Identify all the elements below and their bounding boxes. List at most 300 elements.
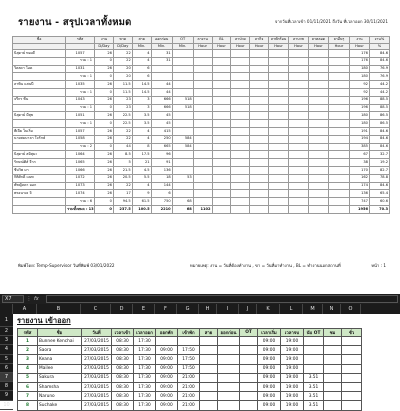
attendance-col-header[interactable]: ชื่อ: [38, 329, 82, 337]
report-cell: [172, 50, 193, 58]
report-cell: [172, 112, 193, 120]
sheet-cell[interactable]: 09:00: [156, 364, 178, 373]
sheet-cell[interactable]: [240, 346, 258, 355]
report-cell: [308, 159, 328, 167]
report-cell: [269, 88, 289, 96]
employee-row: [13, 190, 390, 198]
employee-row: [13, 174, 390, 182]
select-all-corner[interactable]: [0, 304, 13, 314]
sheet-cell[interactable]: 7: [18, 392, 38, 401]
report-cell: 91: [151, 159, 172, 167]
column-header[interactable]: A: [13, 304, 37, 314]
report-cell: 84.6: [369, 182, 389, 190]
report-cell: [151, 73, 172, 81]
sheet-cell[interactable]: [200, 401, 218, 410]
subtotal-row: [13, 73, 390, 81]
report-cell: [269, 190, 289, 198]
sheet-cell[interactable]: Bunnee Kenchai: [38, 337, 82, 346]
sheet-cell[interactable]: [324, 392, 342, 401]
report-cell: [289, 81, 309, 89]
report-cell: 191: [350, 127, 370, 135]
sheet-cell[interactable]: [240, 364, 258, 373]
sheet-cell[interactable]: [304, 364, 324, 373]
row-header[interactable]: 9: [0, 391, 13, 400]
sheet-cell[interactable]: [342, 346, 362, 355]
report-cell: 82.7: [369, 166, 389, 174]
report-cell: [269, 127, 289, 135]
report-cell: [193, 65, 212, 73]
sheet-cell[interactable]: [240, 337, 258, 346]
sheet-cell[interactable]: 09:00: [258, 373, 281, 382]
sheet-title[interactable]: รายงาน เข้าออก: [17, 316, 71, 325]
report-cell: [289, 135, 309, 143]
report-cell: [308, 151, 328, 159]
sheet-cell[interactable]: 19:00: [281, 373, 304, 382]
sheet-cell[interactable]: Suchake: [38, 401, 82, 410]
sheet-cell[interactable]: 09:00: [258, 355, 281, 364]
sheet-cell[interactable]: Shamsha: [38, 382, 82, 391]
row-header[interactable]: 4: [0, 345, 13, 354]
report-cell: 5.5: [132, 174, 151, 182]
sheet-cell[interactable]: 17:30: [134, 355, 156, 364]
report-cell: [308, 198, 328, 206]
sheet-cell[interactable]: [218, 382, 240, 391]
attendance-col-header[interactable]: นับ OT: [304, 329, 324, 337]
report-col-header: ขาด: [113, 37, 132, 44]
report-cell: [212, 174, 231, 182]
report-cell: 666: [151, 104, 172, 112]
sheet-cell[interactable]: 17:30: [134, 373, 156, 382]
report-col-header: OT: [172, 37, 193, 44]
report-cell: 0: [95, 57, 114, 65]
report-cell: [231, 50, 250, 58]
column-header[interactable]: L: [280, 304, 303, 314]
sheet-cell[interactable]: Saora: [38, 346, 82, 355]
report-col-unit: Hour: [212, 44, 231, 50]
sheet-cell[interactable]: [200, 392, 218, 401]
sheet-cell[interactable]: 1: [18, 337, 38, 346]
employee-row: [13, 112, 390, 120]
report-cell: [193, 174, 212, 182]
report-cell: 44: [151, 88, 172, 96]
report-col-header: สาย: [132, 37, 151, 44]
sheet-cell[interactable]: 3.51: [304, 382, 324, 391]
attendance-col-header[interactable]: เวลาเริ่ม: [258, 329, 281, 337]
sheet-cell[interactable]: 09:00: [156, 401, 178, 410]
report-cell: 1035: [66, 81, 95, 89]
column-header[interactable]: D: [111, 304, 133, 314]
report-cell: 61.5: [132, 198, 151, 206]
sheet-cell[interactable]: [324, 355, 342, 364]
report-cell: 26: [95, 135, 114, 143]
row-header[interactable]: 1: [0, 314, 13, 327]
report-cell: [250, 182, 269, 190]
report-cell: รวม : 2: [66, 143, 95, 151]
page-number: หน้า : 1: [371, 263, 386, 268]
sheet-cell[interactable]: [342, 382, 362, 391]
sheet-cell[interactable]: [200, 355, 218, 364]
sheet-cell[interactable]: 21:00: [178, 382, 200, 391]
report-cell: [289, 174, 309, 182]
report-cell: [289, 205, 309, 213]
sheet-cell[interactable]: 17:50: [178, 346, 200, 355]
report-cell: 21.5: [113, 166, 132, 174]
subtotal-row: [13, 104, 390, 112]
attendance-row: [18, 392, 362, 401]
report-cell: รวม : 1: [66, 73, 95, 81]
report-cell: [231, 151, 250, 159]
row-header[interactable]: 10: [0, 401, 13, 410]
sheet-cell[interactable]: [240, 392, 258, 401]
sheet-cell[interactable]: [218, 364, 240, 373]
report-cell: [269, 81, 289, 89]
sheet-cell[interactable]: Naruno: [38, 392, 82, 401]
report-cell: [193, 104, 212, 112]
sheet-cell[interactable]: [156, 337, 178, 346]
report-cell: [212, 73, 231, 81]
sheet-cell[interactable]: 17:30: [134, 337, 156, 346]
sheet-cell[interactable]: 19:00: [281, 337, 304, 346]
sheet-cell[interactable]: [324, 373, 342, 382]
report-cell: 5: [113, 159, 132, 167]
attendance-col-header[interactable]: ออกก่อน: [218, 329, 240, 337]
subtotal-row: [13, 120, 390, 128]
sheet-cell[interactable]: 09:00: [156, 382, 178, 391]
row-header[interactable]: 2: [0, 327, 13, 336]
attendance-col-header[interactable]: เวลาจบ: [281, 329, 304, 337]
column-header[interactable]: M: [303, 304, 323, 314]
sheet-cell[interactable]: [218, 355, 240, 364]
column-header[interactable]: K: [257, 304, 280, 314]
report-header: [12, 8, 390, 36]
report-cell: 3.5: [132, 120, 151, 128]
report-cell: 22.5: [113, 112, 132, 120]
report-cell: ลาพิน แสนปี: [13, 81, 66, 89]
sheet-cell[interactable]: 27/03/2015: [82, 401, 112, 410]
sheet-cell[interactable]: [240, 373, 258, 382]
report-cell: รวม : 1: [66, 57, 95, 65]
sheet-cell[interactable]: 08:30: [112, 401, 134, 410]
report-cell: 26: [95, 190, 114, 198]
sheet-cell[interactable]: 19:00: [281, 346, 304, 355]
sheet-cell[interactable]: Mailee: [38, 364, 82, 373]
report-cell: 100.5: [132, 205, 151, 213]
sheet-cell[interactable]: 19:00: [281, 382, 304, 391]
sheet-cell[interactable]: [342, 373, 362, 382]
sheet-cell[interactable]: 09:00: [258, 382, 281, 391]
sheet-cell[interactable]: 19:00: [281, 392, 304, 401]
report-cell: 67: [350, 151, 370, 159]
name-box[interactable]: X7: [2, 295, 24, 303]
attendance-row: [18, 382, 362, 391]
report-cell: [231, 174, 250, 182]
column-header[interactable]: H: [199, 304, 217, 314]
sheet-cell[interactable]: 27/03/2015: [82, 392, 112, 401]
sheet-cell[interactable]: [240, 355, 258, 364]
report-cell: 4.5: [132, 166, 151, 174]
sheet-cell[interactable]: 09:00: [156, 392, 178, 401]
column-header[interactable]: N: [323, 304, 341, 314]
column-header[interactable]: F: [155, 304, 177, 314]
report-cell: 84.6: [369, 57, 389, 65]
row-header[interactable]: 3: [0, 336, 13, 345]
report-cell: [269, 50, 289, 58]
attendance-col-header[interactable]: ชั่ว: [342, 329, 362, 337]
row-header[interactable]: 5: [0, 355, 13, 364]
report-cell: 26: [95, 166, 114, 174]
report-cell: 70.3: [369, 205, 389, 213]
report-cell: 96: [151, 151, 172, 159]
sheet-cell[interactable]: 3.51: [304, 401, 324, 410]
sheet-cell[interactable]: 09:00: [156, 373, 178, 382]
sheet-cell[interactable]: 17:30: [134, 346, 156, 355]
attendance-col-header[interactable]: สาย: [200, 329, 218, 337]
report-col-unit: D/Day: [113, 44, 132, 50]
report-cell: 44: [151, 81, 172, 89]
report-cell: 180: [350, 112, 370, 120]
report-cell: 0: [95, 120, 114, 128]
report-cell: [151, 65, 172, 73]
sheet-cell[interactable]: [218, 401, 240, 410]
sheet-cell[interactable]: 17:30: [134, 364, 156, 373]
attendance-col-header[interactable]: เข้าพัก: [178, 329, 200, 337]
sheet-cell[interactable]: [200, 364, 218, 373]
report-cell: กิติศักดิ์ แนท: [13, 174, 66, 182]
report-cell: [289, 159, 309, 167]
report-cell: 26: [95, 65, 114, 73]
sheet-cell[interactable]: 08:30: [112, 373, 134, 382]
sheet-cell[interactable]: [342, 392, 362, 401]
sheet-cell[interactable]: 09:00: [156, 355, 178, 364]
row-header[interactable]: 7: [0, 373, 13, 382]
report-cell: 19.2: [369, 159, 389, 167]
report-cell: 1051: [66, 112, 95, 120]
sheet-cell[interactable]: 3.51: [304, 373, 324, 382]
sheet-cell[interactable]: 19:00: [281, 364, 304, 373]
sheet-cell[interactable]: [218, 373, 240, 382]
report-cell: 8: [132, 143, 151, 151]
sheet-cell[interactable]: 09:00: [258, 364, 281, 373]
sheet-cell[interactable]: [218, 346, 240, 355]
attendance-col-header[interactable]: ชม: [324, 329, 342, 337]
sheet-cell[interactable]: [304, 337, 324, 346]
report-cell: 45: [151, 120, 172, 128]
row-header[interactable]: 6: [0, 364, 13, 373]
sheet-cell[interactable]: [324, 382, 342, 391]
report-cell: 665: [151, 143, 172, 151]
sheet-cell[interactable]: [324, 364, 342, 373]
attendance-col-header[interactable]: OT: [240, 329, 258, 337]
sheet-cell[interactable]: [304, 355, 324, 364]
report-cell: 237.5: [113, 205, 132, 213]
report-cell: [231, 198, 250, 206]
sheet-cell[interactable]: [324, 401, 342, 410]
report-cell: [328, 88, 349, 96]
column-header[interactable]: J: [239, 304, 257, 314]
sheet-cell[interactable]: [324, 337, 342, 346]
report-cell: [328, 50, 349, 58]
report-cell: [212, 50, 231, 58]
report-cell: รวม : 6: [66, 198, 95, 206]
report-cell: [172, 159, 193, 167]
sheet-cell[interactable]: 17:30: [134, 382, 156, 391]
report-cell: [269, 104, 289, 112]
sheet-cell[interactable]: 3.51: [304, 392, 324, 401]
sheet-cell[interactable]: 5: [18, 373, 38, 382]
report-cell: [269, 65, 289, 73]
sheet-cell[interactable]: [240, 401, 258, 410]
sheet-cell[interactable]: [218, 337, 240, 346]
sheet-cell[interactable]: [218, 392, 240, 401]
report-cell: [193, 143, 212, 151]
sheet-grid: [0, 304, 400, 408]
sheet-cell[interactable]: 2: [18, 346, 38, 355]
report-cell: 84.6: [369, 135, 389, 143]
sheet-cell[interactable]: 08:30: [112, 346, 134, 355]
attendance-col-header[interactable]: วันที่: [82, 329, 112, 337]
sheet-cell[interactable]: 21:00: [178, 392, 200, 401]
sheet-cell[interactable]: [342, 337, 362, 346]
report-footer: [12, 259, 390, 271]
sheet-cell[interactable]: 09:00: [156, 346, 178, 355]
report-cell: รวม : 1: [66, 88, 95, 96]
sheet-cell[interactable]: [342, 401, 362, 410]
sheet-cell[interactable]: 17:30: [134, 401, 156, 410]
report-cell: [193, 73, 212, 81]
sheet-cell[interactable]: 19:00: [281, 355, 304, 364]
column-header[interactable]: G: [177, 304, 199, 314]
sheet-cell[interactable]: 08:30: [112, 382, 134, 391]
sheet-cell[interactable]: [304, 346, 324, 355]
report-cell: 92: [350, 81, 370, 89]
report-cell: [308, 50, 328, 58]
report-cell: 196: [350, 104, 370, 112]
report-cell: 0: [95, 205, 114, 213]
sheet-cell[interactable]: [324, 346, 342, 355]
sheet-cell[interactable]: [178, 337, 200, 346]
sheet-cell[interactable]: 27/03/2015: [82, 346, 112, 355]
sheet-cell[interactable]: 09:00: [258, 392, 281, 401]
sheet-cell[interactable]: 09:00: [258, 401, 281, 410]
attendance-row: [18, 364, 362, 373]
sheet-cell[interactable]: 27/03/2015: [82, 382, 112, 391]
column-header[interactable]: B: [37, 304, 81, 314]
report-cell: [231, 88, 250, 96]
attendance-col-header[interactable]: เวลาออก: [134, 329, 156, 337]
report-cell: 180: [350, 73, 370, 81]
report-cell: 18: [151, 174, 172, 182]
sheet-cell[interactable]: 27/03/2015: [82, 364, 112, 373]
report-cell: 45: [151, 112, 172, 120]
report-cell: [172, 57, 193, 65]
sheet-cell[interactable]: [200, 337, 218, 346]
report-cell: 0: [95, 73, 114, 81]
sheet-cell[interactable]: 27/03/2015: [82, 355, 112, 364]
sheet-cell[interactable]: [240, 382, 258, 391]
report-cell: 4: [132, 182, 151, 190]
report-cell: [212, 198, 231, 206]
report-cell: 20: [113, 65, 132, 73]
attendance-col-header[interactable]: รหัส: [18, 329, 38, 337]
sheet-cell[interactable]: 08:30: [112, 392, 134, 401]
row-header[interactable]: 8: [0, 382, 13, 391]
sheet-cell[interactable]: 6: [18, 382, 38, 391]
report-cell: 1072: [66, 174, 95, 182]
report-cell: [308, 166, 328, 174]
sheet-cell[interactable]: [342, 364, 362, 373]
report-cell: [289, 182, 309, 190]
report-cell: [328, 174, 349, 182]
report-cell: [250, 174, 269, 182]
sheet-cell[interactable]: 08:30: [112, 364, 134, 373]
sheet-cell[interactable]: [200, 382, 218, 391]
report-cell: [308, 104, 328, 112]
report-cell: 4: [132, 50, 151, 58]
attendance-col-header[interactable]: เวลาเข้า: [112, 329, 134, 337]
report-col-header: ลาคลอด: [308, 37, 328, 44]
report-cell: 176: [350, 57, 370, 65]
report-cell: 22: [113, 50, 132, 58]
sheet-cell[interactable]: 19:00: [281, 401, 304, 410]
attendance-col-header[interactable]: ออกพัก: [156, 329, 178, 337]
report-cell: [328, 65, 349, 73]
column-header[interactable]: E: [133, 304, 155, 314]
report-cell: [250, 198, 269, 206]
report-cell: [193, 159, 212, 167]
report-cell: [231, 127, 250, 135]
sheet-cell[interactable]: 27/03/2015: [82, 373, 112, 382]
report-cell: [172, 166, 193, 174]
sheet-cell[interactable]: [342, 355, 362, 364]
column-header[interactable]: C: [81, 304, 111, 314]
report-cell: [212, 96, 231, 104]
report-col-header: งาน%: [369, 37, 389, 44]
employee-row: [13, 135, 390, 143]
sheet-cell[interactable]: [200, 346, 218, 355]
sheet-cell[interactable]: [200, 373, 218, 382]
sheet-cell[interactable]: 09:00: [258, 337, 281, 346]
report-col-header: BL: [212, 37, 231, 44]
sheet-cell[interactable]: 21:00: [178, 373, 200, 382]
sheet-cell[interactable]: 4: [18, 364, 38, 373]
sheet-cell[interactable]: 08:30: [112, 337, 134, 346]
sheet-cell[interactable]: 17:50: [178, 364, 200, 373]
column-header[interactable]: O: [341, 304, 361, 314]
sheet-cell[interactable]: 17:30: [134, 392, 156, 401]
sheet-cell[interactable]: 08:30: [112, 355, 134, 364]
report-cell: [193, 81, 212, 89]
employee-row: [13, 182, 390, 190]
report-cell: 22: [113, 182, 132, 190]
sheet-cell[interactable]: 17:50: [178, 355, 200, 364]
formula-input[interactable]: [46, 295, 398, 303]
report-cell: 78.8: [369, 174, 389, 182]
fx-icon[interactable]: fx: [34, 296, 39, 302]
report-cell: 92: [350, 88, 370, 96]
sheet-cell[interactable]: 8: [18, 401, 38, 410]
sheet-cell[interactable]: 3: [18, 355, 38, 364]
sheet-cell[interactable]: 09:00: [258, 346, 281, 355]
column-header[interactable]: I: [217, 304, 239, 314]
report-cell: 250: [151, 135, 172, 143]
sheet-cell[interactable]: 27/03/2015: [82, 337, 112, 346]
sheet-cell[interactable]: Sakura: [38, 373, 82, 382]
sheet-cell[interactable]: Keana: [38, 355, 82, 364]
cell-area[interactable]: [13, 314, 400, 408]
report-cell: [328, 198, 349, 206]
report-cell: [289, 65, 309, 73]
sheet-cell[interactable]: 21:00: [178, 401, 200, 410]
